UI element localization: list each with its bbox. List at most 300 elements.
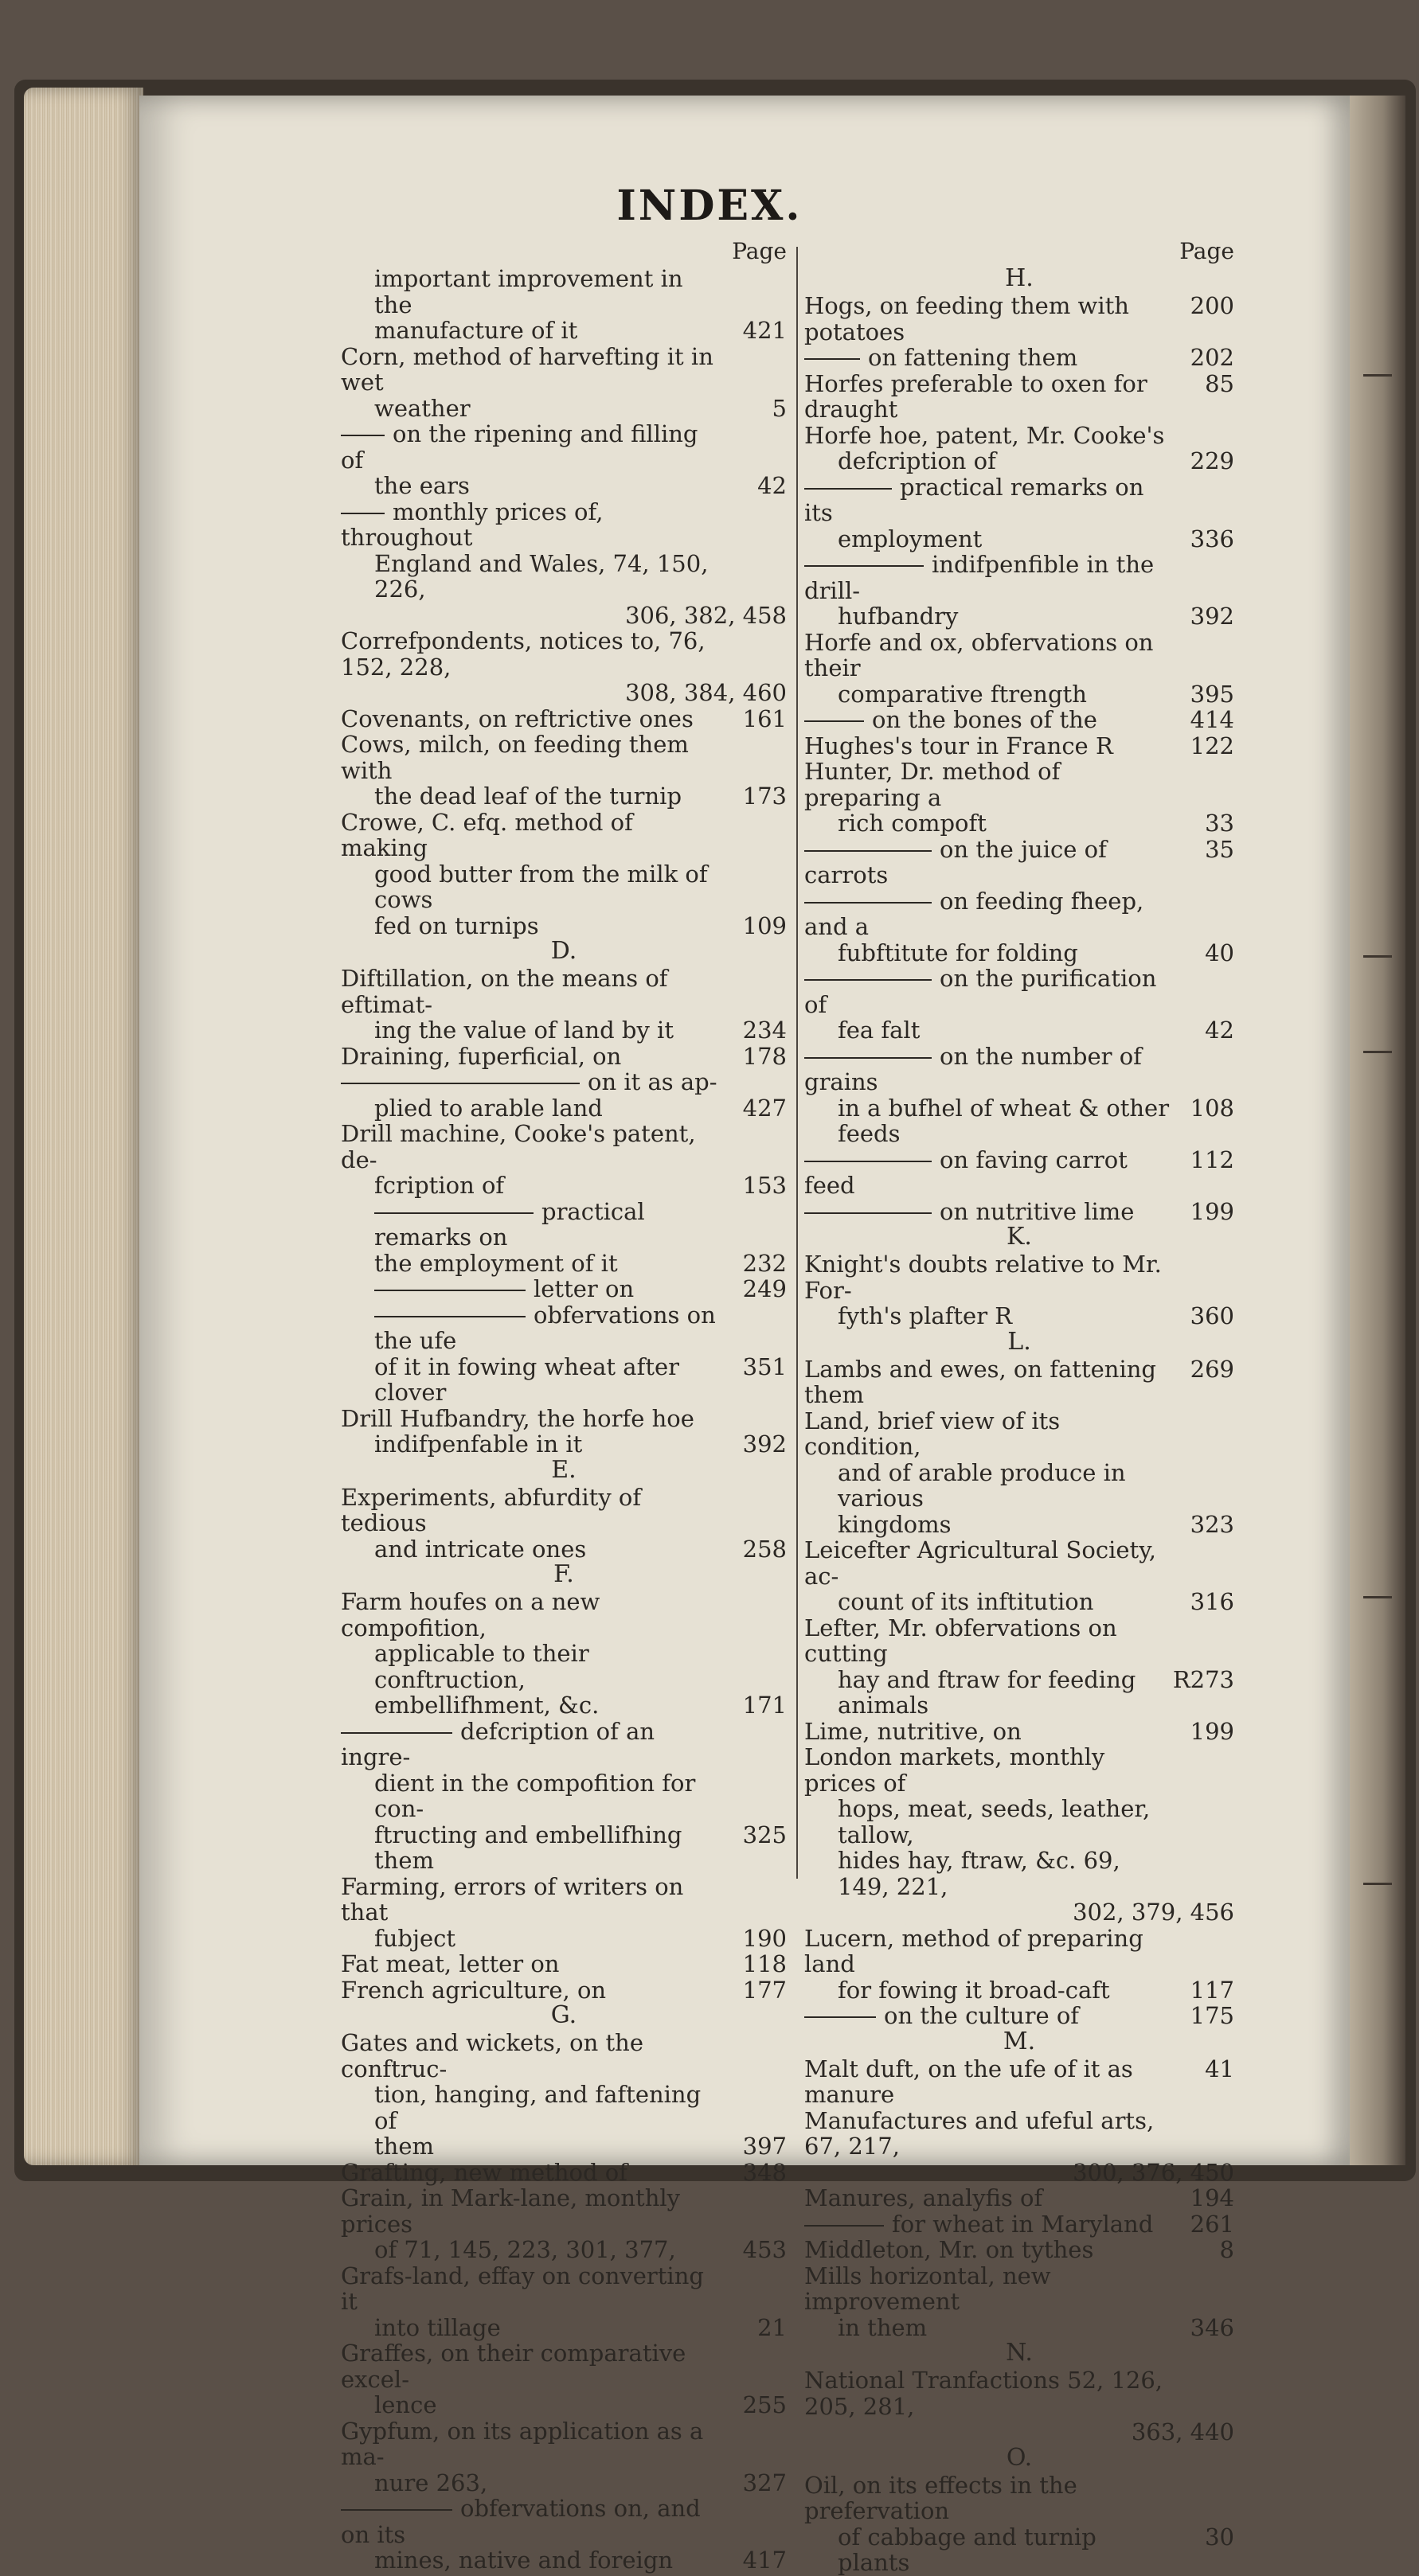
index-entry-page: 336 — [1171, 526, 1234, 552]
index-entry-label: fed on turnips — [374, 912, 539, 939]
index-entry-text — [804, 1926, 1171, 1977]
index-entry — [804, 526, 1234, 552]
index-entry-text — [341, 810, 723, 861]
index-entry-text — [341, 2185, 723, 2237]
index-entry — [341, 1276, 787, 1302]
index-entry-page: 453 — [723, 2237, 787, 2263]
index-entry — [804, 759, 1234, 810]
index-entry-text — [341, 344, 723, 396]
index-entry-label: on the purification of — [804, 965, 1156, 1018]
index-entry-label: Crowe, C. efq. method of making — [341, 809, 633, 862]
index-entry-text — [804, 448, 1171, 474]
section-letter: G. — [341, 2003, 787, 2030]
index-entry — [804, 1044, 1234, 1095]
index-entry — [804, 1303, 1234, 1329]
index-entry-label: Cows, milch, on feeding them with — [341, 731, 689, 784]
ditto-dash — [341, 435, 385, 436]
index-entry-text — [341, 2470, 723, 2496]
index-entry-text — [804, 2524, 1171, 2576]
ditto-dash — [341, 1083, 580, 1084]
index-entry-label: London markets, monthly prices of — [804, 1743, 1104, 1797]
index-entry-label: Knight's doubts relative to Mr. For- — [804, 1251, 1162, 1304]
index-entry-label: Gates and wickets, on the conftruc- — [341, 2029, 643, 2082]
index-entry — [804, 2185, 1234, 2211]
index-entry-text — [341, 1431, 723, 1458]
index-entry-text — [804, 2367, 1171, 2419]
index-entry-text — [804, 2056, 1171, 2108]
index-entry — [804, 1512, 1234, 1538]
index-entry-label: Draining, fuperficial, on — [341, 1043, 621, 1070]
index-entry-label: ftructing and embellifhing them — [374, 1821, 682, 1875]
index-entry-label: on faving carrot feed — [804, 1146, 1128, 1200]
index-entry-label: England and Wales, 74, 150, 226, — [374, 550, 708, 603]
index-entry-label: fubject — [374, 1925, 455, 1952]
index-entry-page: 229 — [1171, 448, 1234, 474]
index-entry-label: Graffes, on their comparative excel- — [341, 2340, 686, 2393]
section-letter: M. — [804, 2029, 1234, 2056]
index-entry-label: Covenants, on reftrictive ones — [341, 705, 694, 732]
index-entry — [341, 1121, 787, 1173]
index-entry-page: 395 — [1171, 681, 1234, 708]
index-entry-label: practical remarks on its — [804, 474, 1143, 527]
edge-mark — [1363, 374, 1392, 377]
index-entry — [341, 2392, 787, 2418]
index-entry-continuation: 302, 379, 456 — [804, 1899, 1234, 1926]
index-entry-text — [804, 940, 1171, 966]
index-entry-label: Lime, nutritive, on — [804, 1718, 1022, 1745]
index-entry-page: 397 — [723, 2133, 787, 2160]
index-entry-text — [341, 1251, 723, 1277]
index-entry-label: and intricate ones — [374, 1536, 586, 1563]
index-entry-page: 109 — [723, 913, 787, 939]
index-entry-text — [341, 1354, 723, 1406]
index-entry-page: 8 — [1171, 2237, 1234, 2263]
index-entry-text — [341, 2082, 723, 2133]
index-entry-text — [341, 1874, 723, 1926]
index-entry — [804, 474, 1234, 526]
index-entry-label: fcription of — [374, 1172, 504, 1199]
index-entry-text — [341, 2133, 723, 2160]
index-entry-label: on the bones of the — [872, 706, 1097, 733]
edge-mark — [1363, 1596, 1392, 1598]
index-entry — [804, 2263, 1234, 2315]
index-entry-text — [804, 681, 1171, 708]
index-entry-page: 346 — [1171, 2315, 1234, 2341]
index-entry — [804, 1744, 1234, 1796]
index-entry-label: and of arable produce in various — [838, 1459, 1126, 1512]
index-entry-text — [804, 1044, 1171, 1095]
index-entry-text — [341, 913, 723, 939]
index-entry-text — [804, 1251, 1171, 1303]
index-entry-label: Farming, errors of writers on that — [341, 1873, 683, 1926]
index-entry-label: fyth's plafter R — [838, 1302, 1012, 1329]
index-entry-label: on the culture of — [884, 2002, 1079, 2029]
index-entry — [341, 1926, 787, 1952]
index-entry-text — [804, 1977, 1171, 2004]
index-entry-text — [804, 1199, 1171, 1225]
index-entry-label: Corn, method of harvefting it in wet — [341, 343, 713, 396]
index-entry-label: Hughes's tour in France R — [804, 732, 1113, 759]
index-entry — [341, 1199, 787, 1251]
index-entry-label: Leicefter Agricultural Society, ac- — [804, 1536, 1156, 1590]
index-entry-text — [804, 1303, 1171, 1329]
index-entry — [341, 913, 787, 939]
section-letter: N. — [804, 2340, 1234, 2367]
index-entry-text — [341, 2340, 723, 2392]
index-entry-page: 112 — [1171, 1147, 1234, 1173]
index-entry — [804, 1719, 1234, 1745]
index-entry-label: Hunter, Dr. method of preparing a — [804, 758, 1060, 811]
index-entry-page: 30 — [1171, 2524, 1234, 2551]
index-entry-label: Farm houfes on a new compofition, — [341, 1588, 600, 1641]
ditto-dash — [374, 1316, 526, 1317]
index-entry — [341, 2496, 787, 2547]
index-entry — [341, 1692, 787, 1719]
index-entry-page: 171 — [723, 1692, 787, 1719]
index-entry-label: hides hay, ftraw, &c. 69, 149, 221, — [838, 1847, 1120, 1900]
index-entry-page: 21 — [723, 2315, 787, 2341]
section-letter: H. — [804, 266, 1234, 293]
index-entry-label: defcription of an ingre- — [341, 1718, 655, 1771]
edge-mark — [1363, 1051, 1392, 1053]
section-letter: D. — [341, 939, 787, 966]
index-entry — [804, 888, 1234, 940]
section-letter: F. — [341, 1562, 787, 1589]
index-entry — [341, 421, 787, 473]
index-entry-page: 261 — [1171, 2211, 1234, 2238]
index-entry-label: plied to arable land — [374, 1095, 603, 1122]
index-entry — [341, 1406, 787, 1432]
index-entry-page: 190 — [723, 1926, 787, 1952]
index-entry-continuation: 300, 376, 450 — [804, 2160, 1234, 2186]
index-entry-page: 42 — [723, 473, 787, 499]
index-entry-label: manufacture of it — [374, 317, 577, 344]
index-entry-label: on the number of grains — [804, 1043, 1142, 1096]
index-entry — [341, 318, 787, 344]
index-entry-text — [804, 2473, 1171, 2524]
index-entry-text — [341, 2160, 723, 2186]
index-entry-page: 249 — [723, 1276, 787, 1302]
index-entry-label: Grafting, new method of — [341, 2159, 627, 2186]
index-entry-text — [341, 1770, 723, 1822]
index-entry-page: 194 — [1171, 2185, 1234, 2211]
index-entry-label: of it in fowing wheat after clover — [374, 1353, 679, 1407]
ditto-dash — [804, 488, 892, 490]
index-entry-text — [341, 1406, 723, 1432]
index-entry-label: Lambs and ewes, on fattening them — [804, 1356, 1156, 1409]
index-entry-text — [804, 1095, 1171, 1147]
index-entry-text — [341, 2547, 723, 2574]
index-entry-page: 327 — [723, 2470, 787, 2496]
index-entry-page: 232 — [723, 1251, 787, 1277]
index-entry-text — [341, 628, 723, 680]
index-entry — [804, 1667, 1234, 1719]
index-entry-text — [804, 371, 1171, 423]
index-entry — [804, 1537, 1234, 1589]
index-entry-text — [341, 1641, 723, 1692]
index-entry — [804, 2056, 1234, 2108]
index-entry — [341, 2237, 787, 2263]
index-entry — [804, 2524, 1234, 2576]
index-entry-label: Horfe hoe, patent, Mr. Cooke's — [804, 422, 1164, 449]
index-entry-page: 348 — [723, 2160, 787, 2186]
ditto-dash — [804, 850, 932, 852]
index-entry — [804, 1095, 1234, 1147]
index-entry — [804, 423, 1234, 449]
index-entry — [341, 1951, 787, 1977]
index-entry-label: fubftitute for folding — [838, 939, 1078, 966]
index-entry-label: important improvement in the — [374, 265, 683, 318]
index-entry-label: Horfes preferable to oxen for draught — [804, 370, 1147, 423]
index-entry-text — [341, 966, 723, 1017]
index-entry-text — [341, 1719, 723, 1770]
index-entry — [341, 1017, 787, 1044]
index-entry — [804, 940, 1234, 966]
index-entry-page: 199 — [1171, 1719, 1234, 1745]
index-entry-text — [341, 783, 723, 810]
index-entry-label: letter on — [534, 1275, 634, 1302]
index-entry — [341, 2082, 787, 2133]
index-entry-label: count of its inftitution — [838, 1588, 1093, 1615]
index-entry-page: 108 — [1171, 1095, 1234, 1122]
ditto-dash — [804, 358, 860, 360]
index-entry-label: embellifhment, &c. — [374, 1692, 599, 1719]
index-entry — [804, 293, 1234, 345]
index-entry-text — [804, 2108, 1171, 2160]
index-entry — [804, 603, 1234, 630]
index-entry-text — [341, 2263, 723, 2315]
index-entry — [804, 630, 1234, 681]
index-entry — [341, 706, 787, 732]
index-entry — [341, 1822, 787, 1874]
index-entry-text — [341, 1044, 723, 1070]
index-entry-text — [804, 603, 1171, 630]
index-entry — [341, 2470, 787, 2496]
index-entry-label: Hogs, on feeding them with potatoes — [804, 292, 1129, 345]
index-entry-label: lence — [374, 2391, 437, 2418]
index-entry — [341, 2030, 787, 2082]
index-entry-label: the ears — [374, 472, 470, 499]
index-entry-label: Experiments, abfurdity of tedious — [341, 1484, 641, 1537]
index-entry-page: 200 — [1171, 293, 1234, 319]
ditto-dash — [804, 1161, 932, 1162]
index-entry-label: Manufactures and ufeful arts, 67, 217, — [804, 2107, 1154, 2160]
index-entry-label: practical remarks on — [374, 1198, 645, 1251]
index-entry — [804, 1615, 1234, 1667]
index-entry — [804, 345, 1234, 371]
index-entry-label: Correfpondents, notices to, 76, 152, 228, — [341, 627, 706, 681]
index-entry-text — [804, 1615, 1171, 1667]
index-entry-text — [341, 551, 723, 603]
index-entry-text — [804, 1848, 1171, 1899]
index-entry-text — [341, 1977, 723, 2004]
ditto-dash — [804, 1057, 932, 1059]
index-entry — [804, 1147, 1234, 1199]
index-entry-text — [804, 1589, 1171, 1615]
index-entry — [804, 810, 1234, 837]
index-entry-label: Lefter, Mr. obfervations on cutting — [804, 1614, 1117, 1668]
index-entry-label: ing the value of land by it — [374, 1017, 674, 1044]
index-entry-text — [804, 423, 1171, 449]
index-entry-page: 234 — [723, 1017, 787, 1044]
index-entry-label: nure 263, — [374, 2469, 487, 2496]
index-entry-page: 392 — [1171, 603, 1234, 630]
index-entry — [804, 2211, 1234, 2238]
index-entry — [341, 1173, 787, 1199]
index-entry-label: Malt duft, on the ufe of it as manure — [804, 2055, 1133, 2109]
index-entry-label: monthly prices of, throughout — [341, 498, 603, 552]
index-entry-text — [341, 421, 723, 473]
index-entry-page: 316 — [1171, 1589, 1234, 1615]
index-entry — [804, 1356, 1234, 1408]
section-letter: E. — [341, 1458, 787, 1485]
index-entry-label: Fat meat, letter on — [341, 1950, 559, 1977]
index-entry-label: the employment of it — [374, 1250, 618, 1277]
index-entry-page: 118 — [723, 1951, 787, 1977]
index-entry — [341, 499, 787, 551]
index-entry — [804, 2315, 1234, 2341]
index-entry — [804, 2473, 1234, 2524]
page-column-label: Page — [341, 239, 787, 266]
index-entry — [804, 1926, 1234, 1977]
index-entry-label: the dead leaf of the turnip — [374, 783, 682, 810]
section-letter: L. — [804, 1329, 1234, 1356]
index-entry — [804, 1017, 1234, 1044]
index-entry-page: 35 — [1171, 837, 1234, 863]
index-entry-label: in a bufhel of wheat & other feeds — [838, 1095, 1169, 1148]
index-entry-label: in them — [838, 2314, 927, 2341]
index-entry-text — [341, 2315, 723, 2341]
index-entry-text — [804, 888, 1171, 940]
index-entry — [804, 707, 1234, 733]
index-entry-text — [804, 2237, 1171, 2263]
index-column-left — [341, 239, 787, 2574]
index-entry-label: Oil, on its effects in the prefervation — [804, 2472, 1077, 2525]
index-entry-text — [804, 810, 1171, 837]
index-entry-page: 5 — [723, 396, 787, 422]
index-entry — [341, 2340, 787, 2392]
index-entry — [804, 1408, 1234, 1460]
index-entry-label: obfervations on the ufe — [374, 1302, 716, 1355]
index-entry — [804, 552, 1234, 603]
index-entry-page: 161 — [723, 706, 787, 732]
index-entry-page: 325 — [723, 1822, 787, 1848]
index-entry — [341, 628, 787, 680]
index-entry-label: for fowing it broad-caft — [838, 1977, 1110, 2004]
index-entry — [341, 1770, 787, 1822]
index-entry-label: on the ripening and filling of — [341, 420, 698, 474]
index-entry — [341, 1044, 787, 1070]
index-entry-page: 258 — [723, 1536, 787, 1563]
index-entry-continuation: 306, 382, 458 — [341, 603, 787, 629]
index-entry-text — [341, 1199, 723, 1251]
right-page-edge — [1350, 96, 1405, 2165]
index-entry — [804, 2003, 1234, 2029]
index-entry-text — [804, 1512, 1171, 1538]
index-entry-text — [804, 1356, 1171, 1408]
index-entry — [804, 1589, 1234, 1615]
index-entry-text — [804, 552, 1171, 603]
index-entry-label: National Tranfactions 52, 126, 205, 281, — [804, 2367, 1163, 2420]
index-entry — [804, 1977, 1234, 2004]
index-entry — [341, 344, 787, 396]
index-entry-text — [341, 732, 723, 783]
ditto-dash — [374, 1212, 534, 1214]
index-entry — [341, 1536, 787, 1563]
index-entry-page: 177 — [723, 1977, 787, 2004]
index-entry — [341, 783, 787, 810]
index-entry-label: fea falt — [838, 1017, 920, 1044]
index-entry-page: 85 — [1171, 371, 1234, 397]
page-column-label: Page — [804, 239, 1234, 266]
page-edges — [24, 88, 143, 2165]
index-entry-text — [341, 266, 723, 318]
section-letter: O. — [804, 2445, 1234, 2473]
index-entry-text — [804, 1796, 1171, 1848]
index-entry — [341, 1641, 787, 1692]
index-entry — [341, 1095, 787, 1122]
index-entry-text — [804, 2315, 1171, 2341]
index-entry-text — [341, 1926, 723, 1952]
index-entry-page: 202 — [1171, 345, 1234, 371]
index-entry-label: rich compoft — [838, 810, 987, 837]
ditto-dash — [804, 2225, 884, 2227]
index-entry — [341, 1069, 787, 1095]
index-entry-label: into tillage — [374, 2314, 501, 2341]
index-entry — [341, 861, 787, 913]
index-entry-page: 323 — [1171, 1512, 1234, 1538]
page-title: INDEX. — [0, 181, 1419, 230]
index-entry-text — [804, 1719, 1171, 1745]
index-entry-text — [804, 2263, 1171, 2315]
index-entry — [804, 1796, 1234, 1848]
index-entry-label: indifpenfable in it — [374, 1430, 582, 1458]
index-entry — [341, 1719, 787, 1770]
index-entry — [341, 966, 787, 1017]
index-entry-text — [804, 759, 1171, 810]
index-entry-text — [341, 2418, 723, 2470]
index-entry — [804, 966, 1234, 1017]
index-entry-label: of cabbage and turnip plants — [838, 2523, 1096, 2576]
index-entry-text — [341, 473, 723, 499]
index-entry-text — [341, 1095, 723, 1122]
index-entry-label: Lucern, method of preparing land — [804, 1925, 1143, 1978]
index-entry-text — [804, 1460, 1171, 1512]
index-entry — [804, 2237, 1234, 2263]
ditto-dash — [804, 2016, 876, 2018]
index-entry — [341, 2160, 787, 2186]
index-entry-label: kingdoms — [838, 1511, 952, 1538]
index-entry — [341, 2315, 787, 2341]
index-entry — [804, 1848, 1234, 1899]
index-entry-text — [804, 2185, 1171, 2211]
index-entry-text — [804, 474, 1171, 526]
index-entry-page: 117 — [1171, 1977, 1234, 2004]
index-entry-label: on nutritive lime — [940, 1198, 1134, 1225]
index-entry-page: 421 — [723, 318, 787, 344]
index-entry-page: 351 — [723, 1354, 787, 1380]
index-entry-label: mines, native and foreign — [374, 2547, 673, 2574]
index-entry-text — [804, 526, 1171, 552]
index-entry — [341, 2185, 787, 2237]
index-entry-text — [341, 1536, 723, 1563]
index-entry-label: Horfe and ox, obfervations on their — [804, 629, 1153, 682]
index-entry-text — [341, 396, 723, 422]
ditto-dash — [341, 1732, 452, 1734]
index-entry-text — [804, 966, 1171, 1017]
index-entry-label: obfervations on, and on its — [341, 2495, 701, 2548]
index-entry-page: R273 — [1171, 1667, 1234, 1693]
